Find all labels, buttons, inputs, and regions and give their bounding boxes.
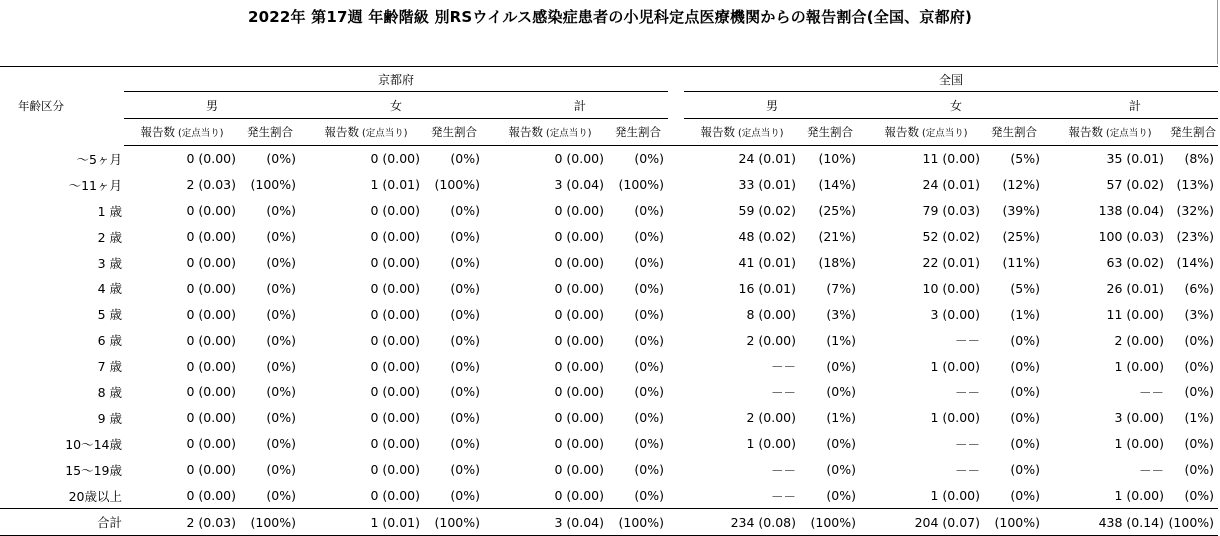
age-group-label: 7 歳 bbox=[97, 359, 122, 375]
report-count-label: 報告数 bbox=[1068, 125, 1104, 139]
per-sentinel-label: (定点当り) bbox=[178, 128, 224, 139]
age-group-label: 10～14歳 bbox=[65, 436, 122, 452]
incidence-ratio-cell: (100%) bbox=[250, 177, 296, 193]
region-gap bbox=[668, 67, 684, 92]
report-count-cell: 234 (0.08) bbox=[684, 509, 800, 536]
incidence-ratio-cell: (0%) bbox=[634, 462, 665, 478]
report-count-cell: 1 (0.01) bbox=[370, 177, 420, 193]
report-count-cell: 0 (0.00) bbox=[554, 436, 604, 452]
incidence-ratio-cell: (3%) bbox=[826, 306, 857, 322]
incidence-ratio-cell: (0%) bbox=[826, 358, 857, 374]
report-count-cell: 41 (0.01) bbox=[738, 255, 797, 270]
report-count-cell: 11 (0.00) bbox=[922, 151, 981, 167]
report-count-cell: 2 (0.00) bbox=[746, 410, 797, 426]
region-header-kyoto: 京都府 bbox=[124, 67, 668, 92]
report-count-cell: －－ bbox=[771, 488, 797, 504]
age-group-label: ～5ヶ月 bbox=[76, 151, 122, 167]
incidence-ratio-cell: (5%) bbox=[1010, 280, 1041, 296]
report-count-cell: 0 (0.00) bbox=[186, 384, 236, 400]
incidence-ratio-cell: (0%) bbox=[450, 358, 480, 374]
report-table bbox=[0, 66, 1218, 536]
incidence-ratio-cell: (13%) bbox=[1176, 177, 1215, 193]
incidence-ratio-cell: (0%) bbox=[450, 306, 480, 322]
table-row bbox=[0, 250, 1218, 276]
incidence-ratio-cell: (0%) bbox=[634, 255, 665, 270]
report-count-cell: 0 (0.00) bbox=[370, 462, 420, 478]
report-count-cell: －－ bbox=[1139, 384, 1165, 400]
report-count-header bbox=[868, 119, 984, 146]
report-count-cell: 0 (0.00) bbox=[186, 358, 236, 374]
incidence-ratio-cell: (21%) bbox=[818, 229, 857, 245]
report-count-cell: 0 (0.00) bbox=[554, 410, 604, 426]
incidence-ratio-cell: (0%) bbox=[266, 151, 296, 167]
report-count-cell: 0 (0.00) bbox=[370, 436, 420, 452]
incidence-ratio-cell: (0%) bbox=[266, 488, 296, 504]
table-header bbox=[0, 67, 1218, 146]
incidence-ratio-cell: (5%) bbox=[1010, 151, 1041, 167]
incidence-ratio-cell: (32%) bbox=[1176, 203, 1215, 219]
age-group-label: 合計 bbox=[0, 509, 124, 536]
report-count-cell: 204 (0.07) bbox=[868, 509, 984, 536]
per-sentinel-label: (定点当り) bbox=[1106, 128, 1152, 139]
incidence-ratio-cell: (6%) bbox=[1184, 280, 1215, 296]
report-count-header bbox=[1052, 119, 1168, 146]
age-group-label: 3 歳 bbox=[97, 255, 122, 271]
report-count-label: 報告数 bbox=[700, 125, 736, 139]
incidence-ratio-cell: (0%) bbox=[1184, 358, 1215, 374]
incidence-ratio-cell: (1%) bbox=[826, 332, 857, 348]
incidence-ratio-cell: (0%) bbox=[450, 488, 480, 504]
region-header-national: 全国 bbox=[684, 67, 1218, 92]
report-count-cell: 1 (0.00) bbox=[1114, 358, 1165, 374]
report-count-cell: 0 (0.00) bbox=[554, 358, 604, 374]
incidence-ratio-cell: (11%) bbox=[1002, 255, 1041, 270]
report-count-cell: 0 (0.00) bbox=[186, 436, 236, 452]
report-count-cell: 22 (0.01) bbox=[922, 255, 981, 270]
incidence-ratio-cell: (0%) bbox=[450, 462, 480, 478]
table-row bbox=[0, 275, 1218, 301]
report-count-cell: 3 (0.04) bbox=[492, 509, 608, 536]
incidence-ratio-cell: (0%) bbox=[1010, 410, 1041, 426]
incidence-ratio-cell: (0%) bbox=[266, 332, 296, 348]
incidence-ratio-cell: (0%) bbox=[1184, 462, 1215, 478]
report-count-cell: 0 (0.00) bbox=[370, 229, 420, 245]
report-count-cell: 24 (0.01) bbox=[922, 177, 981, 193]
report-count-cell: 1 (0.00) bbox=[1114, 488, 1165, 504]
report-count-cell: 57 (0.02) bbox=[1106, 177, 1165, 193]
table-row bbox=[0, 198, 1218, 224]
incidence-ratio-cell: (0%) bbox=[634, 436, 665, 452]
incidence-ratio-cell: (0%) bbox=[1010, 384, 1041, 400]
report-count-cell: 0 (0.00) bbox=[554, 203, 604, 219]
age-group-label: 6 歳 bbox=[97, 333, 122, 349]
report-count-cell: 0 (0.00) bbox=[186, 462, 236, 478]
incidence-ratio-cell: (0%) bbox=[826, 462, 857, 478]
age-group-label: 8 歳 bbox=[97, 384, 122, 400]
report-count-cell: 3 (0.00) bbox=[1114, 410, 1165, 426]
incidence-ratio-cell: (18%) bbox=[818, 255, 857, 270]
report-count-cell: 138 (0.04) bbox=[1098, 203, 1165, 219]
report-count-label: 報告数 bbox=[508, 125, 544, 139]
incidence-ratio-header: 発生割合 bbox=[608, 119, 668, 146]
report-count-header bbox=[492, 119, 608, 146]
table-row bbox=[0, 431, 1218, 457]
incidence-ratio-cell: (100%) bbox=[1168, 509, 1218, 536]
report-count-cell: 0 (0.00) bbox=[186, 410, 236, 426]
incidence-ratio-cell: (0%) bbox=[826, 384, 857, 400]
incidence-ratio-cell: (0%) bbox=[450, 384, 480, 400]
report-count-cell: 0 (0.00) bbox=[370, 280, 420, 296]
incidence-ratio-cell: (0%) bbox=[1010, 436, 1041, 452]
report-count-cell: 0 (0.00) bbox=[554, 488, 604, 504]
report-count-cell: 63 (0.02) bbox=[1106, 255, 1165, 270]
report-count-cell: 0 (0.00) bbox=[554, 229, 604, 245]
incidence-ratio-cell: (0%) bbox=[450, 436, 480, 452]
report-count-header bbox=[308, 119, 424, 146]
incidence-ratio-cell: (0%) bbox=[1184, 384, 1215, 400]
incidence-ratio-cell: (14%) bbox=[1176, 255, 1215, 270]
report-count-cell: 10 (0.00) bbox=[922, 280, 981, 296]
report-count-cell: 438 (0.14) bbox=[1052, 509, 1168, 536]
incidence-ratio-cell: (8%) bbox=[1184, 151, 1215, 167]
age-group-label: 20歳以上 bbox=[68, 488, 122, 504]
incidence-ratio-cell: (0%) bbox=[450, 255, 480, 270]
report-count-cell: 0 (0.00) bbox=[186, 255, 236, 270]
incidence-ratio-cell: (0%) bbox=[266, 358, 296, 374]
report-count-cell: －－ bbox=[955, 333, 981, 349]
report-count-label: 報告数 bbox=[884, 125, 920, 139]
report-count-cell: 0 (0.00) bbox=[370, 203, 420, 219]
incidence-ratio-header: 発生割合 bbox=[800, 119, 860, 146]
incidence-ratio-cell: (7%) bbox=[826, 280, 857, 296]
table-row bbox=[0, 405, 1218, 431]
incidence-ratio-header: 発生割合 bbox=[1168, 119, 1218, 146]
page-title: 2022年 第17週 年齢階級 別RSウイルス感染症患者の小児科定点医療機関からの報告割合(全国、京都府) bbox=[247, 8, 973, 26]
right-border-line bbox=[1217, 0, 1218, 64]
incidence-ratio-cell: (0%) bbox=[266, 384, 296, 400]
report-count-cell: 1 (0.00) bbox=[930, 410, 981, 426]
incidence-ratio-cell: (0%) bbox=[266, 280, 296, 296]
incidence-ratio-cell: (0%) bbox=[634, 151, 665, 167]
per-sentinel-label: (定点当り) bbox=[362, 128, 408, 139]
age-group-label: 15～19歳 bbox=[65, 462, 122, 478]
incidence-ratio-header: 発生割合 bbox=[984, 119, 1044, 146]
report-count-cell: －－ bbox=[771, 384, 797, 400]
report-count-cell: 2 (0.03) bbox=[186, 177, 236, 193]
incidence-ratio-header: 発生割合 bbox=[424, 119, 484, 146]
report-count-cell: 35 (0.01) bbox=[1106, 151, 1165, 167]
table-row bbox=[0, 327, 1218, 353]
incidence-ratio-cell: (0%) bbox=[634, 280, 665, 296]
per-sentinel-label: (定点当り) bbox=[738, 128, 784, 139]
sex-header-female: 女 bbox=[308, 92, 484, 119]
report-count-cell: 3 (0.00) bbox=[930, 306, 981, 322]
table-body bbox=[0, 146, 1218, 536]
incidence-ratio-cell: (0%) bbox=[266, 229, 296, 245]
report-count-cell: 3 (0.04) bbox=[554, 177, 604, 193]
report-count-cell: 59 (0.02) bbox=[738, 203, 797, 219]
per-sentinel-label: (定点当り) bbox=[546, 128, 592, 139]
report-count-cell: 100 (0.03) bbox=[1098, 229, 1165, 245]
incidence-ratio-cell: (0%) bbox=[634, 306, 665, 322]
incidence-ratio-cell: (100%) bbox=[800, 509, 860, 536]
incidence-ratio-cell: (0%) bbox=[450, 280, 480, 296]
incidence-ratio-cell: (0%) bbox=[1184, 436, 1215, 452]
incidence-ratio-cell: (10%) bbox=[818, 151, 857, 167]
incidence-ratio-cell: (25%) bbox=[1002, 229, 1041, 245]
incidence-ratio-cell: (0%) bbox=[450, 151, 480, 167]
incidence-ratio-cell: (100%) bbox=[424, 509, 484, 536]
incidence-ratio-cell: (100%) bbox=[434, 177, 480, 193]
report-count-cell: 79 (0.03) bbox=[922, 203, 981, 219]
report-count-cell: 0 (0.00) bbox=[370, 306, 420, 322]
report-count-cell: －－ bbox=[771, 359, 797, 375]
report-count-cell: 33 (0.01) bbox=[738, 177, 797, 193]
report-count-cell: －－ bbox=[771, 462, 797, 478]
incidence-ratio-cell: (0%) bbox=[1184, 332, 1215, 348]
incidence-ratio-cell: (100%) bbox=[984, 509, 1044, 536]
report-count-cell: 2 (0.00) bbox=[1114, 332, 1165, 348]
report-count-cell: 0 (0.00) bbox=[554, 306, 604, 322]
report-count-cell: 0 (0.00) bbox=[186, 229, 236, 245]
report-count-cell: －－ bbox=[955, 436, 981, 452]
report-count-cell: 26 (0.01) bbox=[1106, 280, 1165, 296]
report-count-cell: 48 (0.02) bbox=[738, 229, 797, 245]
report-count-cell: 0 (0.00) bbox=[186, 280, 236, 296]
report-count-cell: 24 (0.01) bbox=[738, 151, 797, 167]
report-count-cell: 0 (0.00) bbox=[186, 203, 236, 219]
report-count-cell: 0 (0.00) bbox=[186, 488, 236, 504]
report-count-cell: 0 (0.00) bbox=[370, 255, 420, 270]
incidence-ratio-cell: (0%) bbox=[1184, 488, 1215, 504]
report-count-cell: 0 (0.00) bbox=[554, 255, 604, 270]
incidence-ratio-cell: (0%) bbox=[450, 410, 480, 426]
incidence-ratio-cell: (0%) bbox=[634, 384, 665, 400]
report-count-cell: 1 (0.00) bbox=[930, 358, 981, 374]
age-group-label: 1 歳 bbox=[97, 203, 122, 219]
report-count-cell: 0 (0.00) bbox=[186, 332, 236, 348]
incidence-ratio-cell: (0%) bbox=[1010, 332, 1041, 348]
incidence-ratio-cell: (0%) bbox=[450, 203, 480, 219]
report-count-cell: 8 (0.00) bbox=[746, 306, 797, 322]
age-group-label: 5 歳 bbox=[97, 307, 122, 323]
incidence-ratio-cell: (0%) bbox=[266, 203, 296, 219]
incidence-ratio-cell: (100%) bbox=[608, 509, 668, 536]
report-count-cell: 0 (0.00) bbox=[370, 332, 420, 348]
report-count-cell: 2 (0.03) bbox=[124, 509, 240, 536]
incidence-ratio-cell: (0%) bbox=[634, 410, 665, 426]
incidence-ratio-cell: (0%) bbox=[1010, 358, 1041, 374]
incidence-ratio-cell: (0%) bbox=[826, 436, 857, 452]
incidence-ratio-cell: (0%) bbox=[826, 488, 857, 504]
report-count-cell: 1 (0.01) bbox=[308, 509, 424, 536]
incidence-ratio-cell: (0%) bbox=[266, 306, 296, 322]
report-count-cell: 0 (0.00) bbox=[554, 280, 604, 296]
incidence-ratio-cell: (0%) bbox=[450, 229, 480, 245]
report-count-cell: 1 (0.00) bbox=[746, 436, 797, 452]
report-count-cell: 11 (0.00) bbox=[1106, 306, 1165, 322]
sex-header-total: 計 bbox=[1052, 92, 1218, 119]
report-count-cell: 2 (0.00) bbox=[746, 332, 797, 348]
incidence-ratio-cell: (3%) bbox=[1184, 306, 1215, 322]
report-count-cell: 0 (0.00) bbox=[370, 384, 420, 400]
age-group-label: 4 歳 bbox=[97, 281, 122, 297]
incidence-ratio-cell: (0%) bbox=[634, 358, 665, 374]
report-count-cell: －－ bbox=[955, 384, 981, 400]
incidence-ratio-cell: (0%) bbox=[266, 410, 296, 426]
incidence-ratio-cell: (39%) bbox=[1002, 203, 1041, 219]
incidence-ratio-cell: (0%) bbox=[1010, 488, 1041, 504]
incidence-ratio-cell: (0%) bbox=[266, 255, 296, 270]
incidence-ratio-cell: (1%) bbox=[826, 410, 857, 426]
report-count-cell: －－ bbox=[1139, 462, 1165, 478]
table-row bbox=[0, 172, 1218, 198]
incidence-ratio-cell: (0%) bbox=[450, 332, 480, 348]
incidence-ratio-cell: (0%) bbox=[634, 488, 665, 504]
sex-header-male: 男 bbox=[684, 92, 860, 119]
incidence-ratio-cell: (1%) bbox=[1010, 306, 1041, 322]
incidence-ratio-cell: (0%) bbox=[266, 436, 296, 452]
report-count-cell: 0 (0.00) bbox=[186, 306, 236, 322]
age-column-header: 年齢区分 bbox=[0, 67, 124, 146]
incidence-ratio-cell: (0%) bbox=[266, 462, 296, 478]
report-count-cell: 0 (0.00) bbox=[370, 151, 420, 167]
table-row bbox=[0, 379, 1218, 405]
incidence-ratio-cell: (0%) bbox=[634, 332, 665, 348]
incidence-ratio-cell: (100%) bbox=[240, 509, 300, 536]
age-group-label: ～11ヶ月 bbox=[68, 177, 122, 193]
incidence-ratio-cell: (0%) bbox=[1010, 462, 1041, 478]
incidence-ratio-cell: (25%) bbox=[818, 203, 857, 219]
report-count-cell: 0 (0.00) bbox=[370, 410, 420, 426]
table-row bbox=[0, 146, 1218, 172]
total-row bbox=[0, 509, 1218, 536]
incidence-ratio-cell: (100%) bbox=[618, 177, 665, 193]
incidence-ratio-cell: (14%) bbox=[818, 177, 857, 193]
report-count-cell: 0 (0.00) bbox=[186, 151, 236, 167]
incidence-ratio-cell: (23%) bbox=[1176, 229, 1215, 245]
table-row bbox=[0, 301, 1218, 327]
age-group-label: 2 歳 bbox=[97, 229, 122, 245]
report-count-header bbox=[684, 119, 800, 146]
report-count-cell: 1 (0.00) bbox=[930, 488, 981, 504]
report-count-label: 報告数 bbox=[324, 125, 360, 139]
report-count-cell: 0 (0.00) bbox=[554, 462, 604, 478]
incidence-ratio-cell: (0%) bbox=[634, 229, 665, 245]
table-row bbox=[0, 224, 1218, 250]
age-group-label: 9 歳 bbox=[97, 410, 122, 426]
report-count-label: 報告数 bbox=[140, 125, 176, 139]
table-row bbox=[0, 457, 1218, 483]
incidence-ratio-header: 発生割合 bbox=[240, 119, 300, 146]
report-count-cell: 0 (0.00) bbox=[554, 151, 604, 167]
sex-header-male: 男 bbox=[124, 92, 300, 119]
incidence-ratio-cell: (12%) bbox=[1002, 177, 1041, 193]
incidence-ratio-cell: (0%) bbox=[634, 203, 665, 219]
table-row bbox=[0, 483, 1218, 509]
report-count-cell: 1 (0.00) bbox=[1114, 436, 1165, 452]
report-count-cell: －－ bbox=[955, 462, 981, 478]
per-sentinel-label: (定点当り) bbox=[922, 128, 968, 139]
report-count-header bbox=[124, 119, 240, 146]
table-row bbox=[0, 353, 1218, 379]
report-count-cell: 0 (0.00) bbox=[370, 358, 420, 374]
report-count-cell: 0 (0.00) bbox=[554, 384, 604, 400]
sex-header-total: 計 bbox=[492, 92, 668, 119]
report-count-cell: 0 (0.00) bbox=[370, 488, 420, 504]
report-count-cell: 0 (0.00) bbox=[554, 332, 604, 348]
sex-header-female: 女 bbox=[868, 92, 1044, 119]
report-count-cell: 16 (0.01) bbox=[738, 280, 797, 296]
report-count-cell: 52 (0.02) bbox=[922, 229, 981, 245]
incidence-ratio-cell: (1%) bbox=[1184, 410, 1215, 426]
